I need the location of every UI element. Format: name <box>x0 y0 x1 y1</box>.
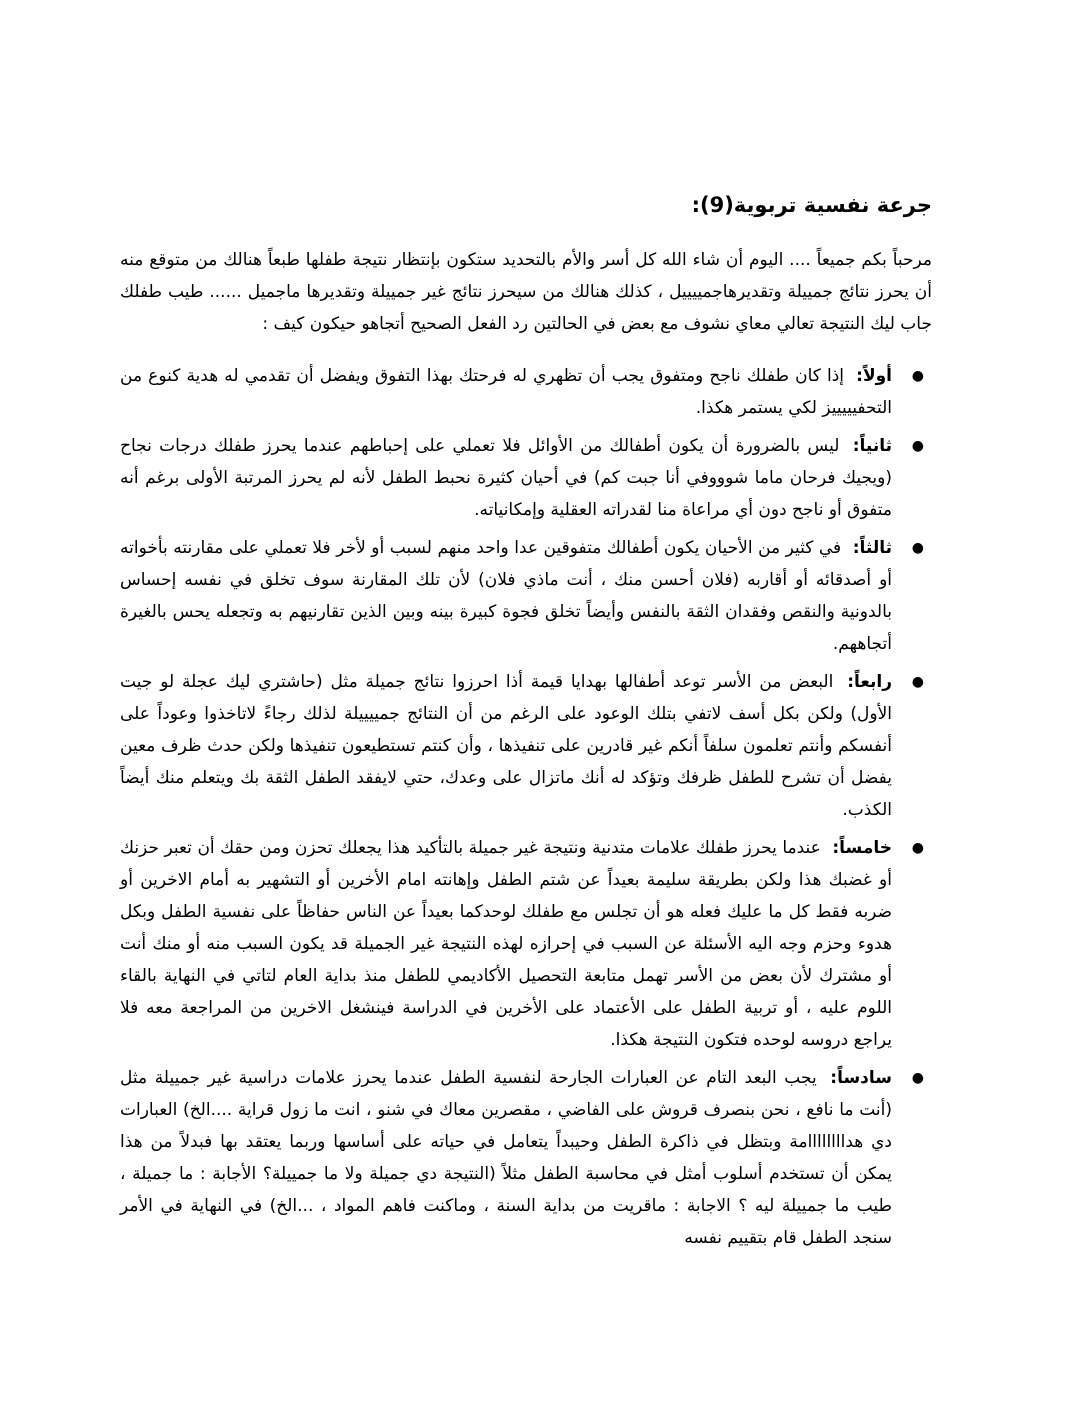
bullet-icon: ● <box>911 540 924 556</box>
point-text: عندما يحرز طفلك علامات متدنية ونتيجة غير جميلة بالتأكيد هذا يجعلك تحزن ومن حقك أن تعبر حزنك أو غضبك هذا ولكن بطريقة سليمة بعيداً عن شتم الطفل وإهانته امام الأخرين أو التشهير به أمام الاخرين أو ضربه فقط كل ما عليك فعله هو أن تجلس مع طفلك لوحدكما بعيداً عن الناس حفاظاً على نفسية الطفل وبكل هدوء وحزم وجه اليه الأسئلة عن السبب في إحرازه لهذه النتيجة غير الجميلة قد يكون السبب منه أو منك أنت أو مشترك لأن بعض من الأسر تهمل متابعة التحصيل الأكاديمي للطفل منذ بداية العام لتاتي في النهاية بالقاء اللوم عليه ، أو تربية الطفل على الأعتماد على الأخرين في الدراسة فينشغل الاخرين من المراجعة معه فلا يراجع دروسه لوحده فتكون النتيجة هكذا. <box>120 838 892 1050</box>
list-item <box>120 832 932 1056</box>
list-item <box>120 1062 932 1254</box>
intro-paragraph: مرحباً بكم جميعاً .... اليوم أن شاء الله كل أسر والأم بالتحديد ستكون بإنتظار نتيجة طفلها طبعاً هنالك من متوقع منه أن يحرز نتائج جمييلة وتقديرهاجمييييل ، كذلك هنالك من سيحرز نتائج غير جمييلة وتقديرها ماجميل ...... طيب طفلك جاب ليك النتيجة تعالي معاي نشوف مع بعض في الحالتين رد الفعل الصحيح أتجاهو حيكون كيف : <box>120 250 932 334</box>
bullet-icon: ● <box>911 674 924 690</box>
bullet-icon: ● <box>911 368 924 384</box>
point-text: البعض من الأسر توعد أطفالها بهدايا قيمة أذا احرزوا نتائج جميلة مثل (حاشتري ليك عجلة لو جيت الأول) ولكن بكل أسف لاتفي بتلك الوعود على الرغم من أن النتائج جمييييلة لذلك رجاءً لاتاخذوا وعوداً على أنفسكم وأنتم تعلمون سلفاً أنكم غير قادرين على تنفيذها ، وأن كنتم تستطيعون تنفيذها ولكن حدث ظرف معين يفضل أن تشرح للطفل ظرفك وتؤكد له أنك ماتزال على وعدك، حتي لايفقد الطفل الثقة بك ويتعلم منك أيضاً الكذب. <box>120 672 892 820</box>
point-lead: ثالثاً: <box>852 538 892 558</box>
list-item <box>120 532 932 660</box>
bullet-icon: ● <box>911 840 924 856</box>
point-lead: سادساً: <box>830 1068 892 1088</box>
point-lead: أولاً: <box>856 366 892 386</box>
point-text: يجب البعد التام عن العبارات الجارحة لنفسية الطفل عندما يحرز علامات دراسية غير جمييلة مثل (أنت ما نافع ، نحن بنصرف قروش على الفاضي ، مقصرين معاك في شنو ، انت ما زول قراية ....الخ) العبارات دي هداااااااامة وبتظل في ذاكرة الطفل وحيبداً يتعامل في حياته على أساسها وربما يعتقد بها فبدلاً من هذا يمكن أن تستخدم أسلوب أمثل في محاسبة الطفل مثلاً (النتيجة دي جميلة ولا ما جمييلة؟ الأجابة : ما جميلة ، طيب ما جمييلة ليه ؟ الاجابة : ماقريت من بداية السنة ، وماكنت فاهم المواد ، ...الخ) في النهاية في الأمر سنجد الطفل قام بتقييم نفسه <box>120 1068 892 1248</box>
points-list <box>120 360 932 1254</box>
point-lead: خامساً: <box>832 838 892 858</box>
document-page <box>120 188 932 1260</box>
bullet-icon: ● <box>911 438 924 454</box>
point-text: ليس بالضرورة أن يكون أطفالك من الأوائل فلا تعملي على إحباطهم عندما يحرز طفلك درجات نجاح (ويجيك فرحان ماما شوووفي أنا جبت كم) في أحيان كثيرة نحبط الطفل لأنه لم يحرز المرتبة الأولى برغم أنه متفوق أو ناجح دون أي مراعاة منا لقدراته العقلية وإمكانياته. <box>120 436 892 520</box>
list-item <box>120 430 932 526</box>
list-item <box>120 360 932 424</box>
point-text: في كثير من الأحيان يكون أطفالك متفوقين عدا واحد منهم لسبب أو لأخر فلا تعملي على مقارنته بأخواته أو أصدقائه أو أقاربه (فلان أحسن منك ، أنت ماذي فلان) لأن تلك المقارنة سوف تخلق في نفسه إحساس بالدونية والنقص وفقدان الثقة بالنفس وأيضاً تخلق فجوة كبيرة بينه وبين الذين تقارنيهم به وتجعله يحس بالغيرة أتجاههم. <box>120 538 892 654</box>
list-item <box>120 666 932 826</box>
point-text: إذا كان طفلك ناجح ومتفوق يجب أن تظهري له فرحتك بهذا التفوق ويفضل أن تقدمي له هدية كنوع من التحفيييييز لكي يستمر هكذا. <box>120 366 892 418</box>
page-title: جرعة نفسية تربوية(9): <box>691 193 932 217</box>
point-lead: ثانياً: <box>852 436 892 456</box>
point-lead: رابعاً: <box>847 672 893 692</box>
bullet-icon: ● <box>911 1070 924 1086</box>
